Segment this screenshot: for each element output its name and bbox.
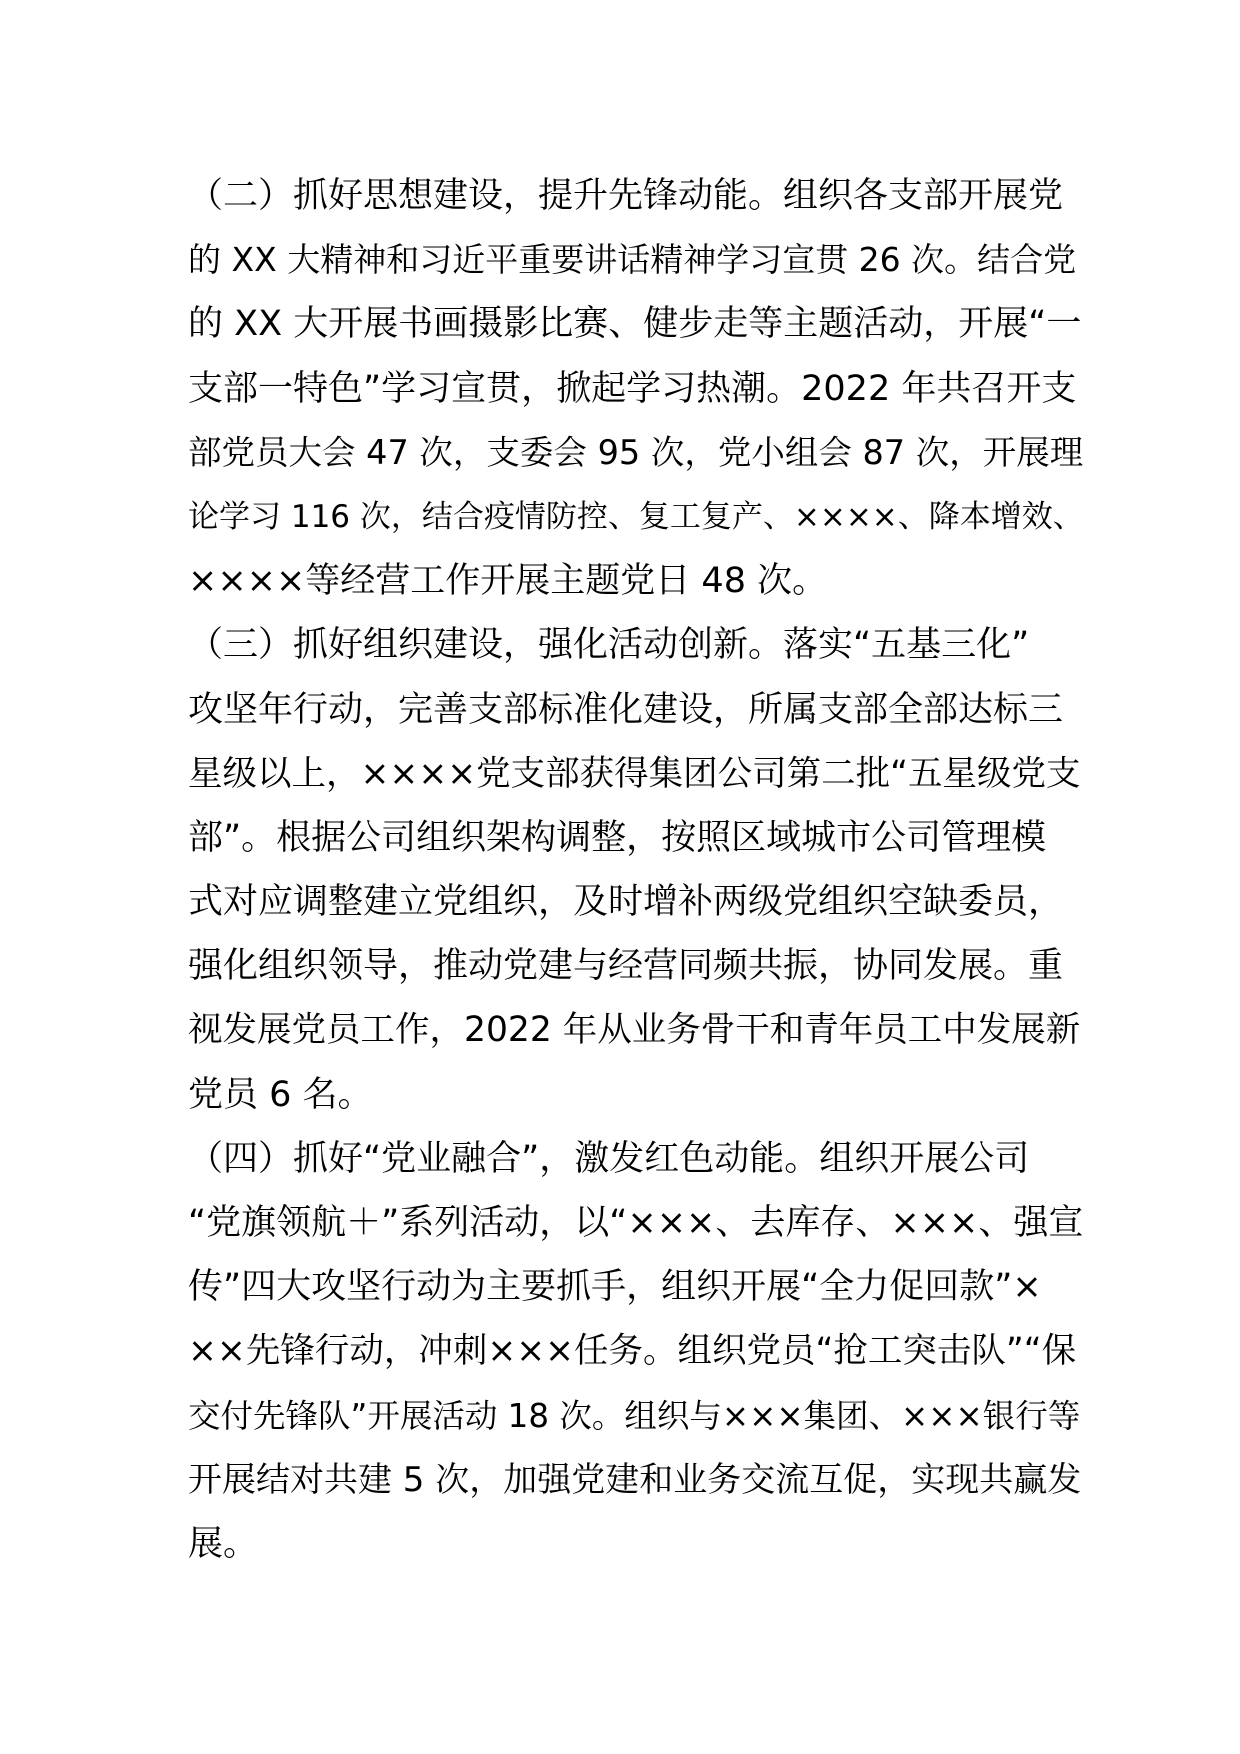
text-line: 攻坚年行动，完善支部标准化建设，所属支部全部达标三 [188,689,1064,730]
text-line: 视发展党员工作，2022 年从业务骨干和青年员工中发展新 [188,1010,1081,1051]
text-line: 部党员大会 47 次，支委会 95 次，党小组会 87 次，开展理 [188,432,1084,472]
text-line: 星级以上，××××党支部获得集团公司第二批“五星级党支 [188,753,1081,794]
document-body [188,164,1084,1576]
text-line: “党旗领航＋”系列活动，以“×××、去库存、×××、强宣 [188,1203,1084,1243]
text-line: 式对应调整建立党组织，及时增补两级党组织空缺委员， [188,882,1064,923]
text-line: 开展结对共建 5 次，加强党建和业务交流互促，实现共赢发 [188,1459,1082,1500]
text-line: 的 XX 大开展书画摄影比赛、健步走等主题活动，开展“一 [188,304,1082,345]
text-line: （三）抓好组织建设，强化活动创新。落实“五基三化” [188,625,1030,666]
text-line: 部”。根据公司组织架构调整，按照区域城市公司管理模 [188,817,1047,858]
text-line: 交付先锋队”开展活动 18 次。组织与×××集团、×××银行等 [188,1396,1081,1435]
text-line: 支部一特色”学习宣贯，掀起学习热潮。2022 年共召开支 [188,368,1077,409]
text-line: 强化组织领导，推动党建与经营同频共振，协同发展。重 [188,946,1064,987]
text-line: 的 XX 大精神和习近平重要讲话精神学习宣贯 26 次。结合党 [188,240,1077,280]
text-line: （二）抓好思想建设，提升先锋动能。组织各支部开展党 [188,176,1064,216]
text-line: ××先锋行动，冲刺×××任务。组织党员“抢工突击队”“保 [188,1331,1077,1372]
text-line: 展。 [188,1523,259,1564]
text-line: ××××等经营工作开展主题党日 48 次。 [188,561,828,602]
text-line: 论学习 116 次，结合疫情防控、复工复产、××××、降本增效、 [188,498,1084,535]
text-line: （四）抓好“党业融合”，激发红色动能。组织开展公司 [188,1138,1030,1179]
text-line: 党员 6 名。 [188,1074,373,1115]
text-line: 传”四大攻坚行动为主要抓手，组织开展“全力促回款”× [188,1267,1042,1308]
